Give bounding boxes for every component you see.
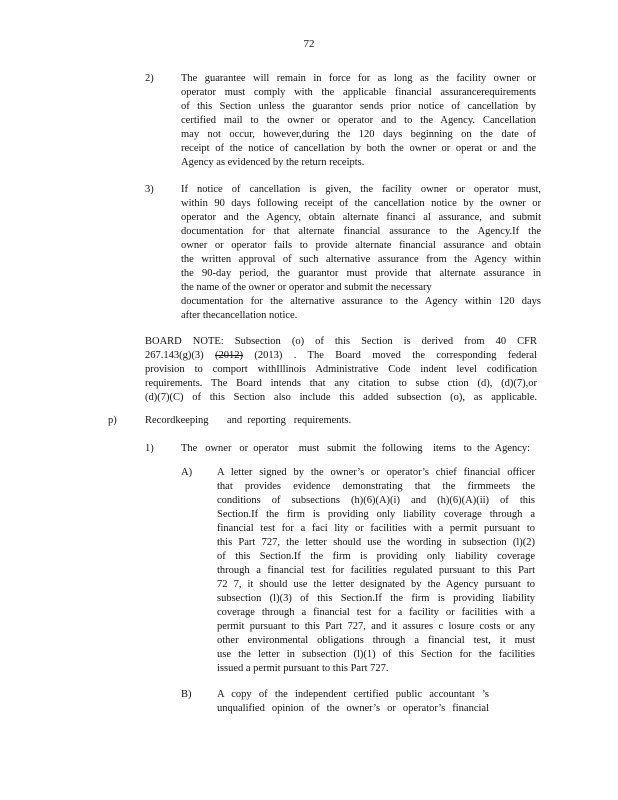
item-p1-text: The owner or operator must submit the following items to the Agency: — [181, 443, 531, 454]
board-note-line: (d)(7)(C) of this Section also include this added subsection (o), as applicable. — [145, 392, 537, 403]
item-a-line: use the letter in subsection (l)(1) of this Section for the facilities — [217, 649, 535, 660]
item-3-line: the written approval of such alternative assurance from the Agency within — [181, 254, 541, 265]
board-note-line — [145, 349, 537, 363]
item-3-line: within 90 days following receipt of the cancellation notice by the owner or — [181, 198, 541, 209]
item-2-line: of this Section unless the guarantor sends prior notice of cancellation by — [181, 101, 536, 112]
board-note-line: provision to comport withIllinois Administrative Code indent level codification — [145, 364, 537, 375]
item-number-p: p) — [108, 415, 117, 426]
item-a-line: issued a permit pursuant to this Part 727. — [217, 663, 389, 674]
item-3-line: the 90-day period, the guarantor must provide that alternate assurance in — [181, 268, 541, 279]
item-3-line: documentation for that alternate financial assurance to the Agency.If the — [181, 226, 541, 237]
item-2-line: Agency as evidenced by the return receipts. — [181, 157, 365, 168]
struck-year: (2012) — [214, 350, 243, 361]
item-a-text — [217, 466, 535, 676]
item-a-line: other environmental obligations through a financial test, it must — [217, 635, 535, 646]
item-a-line: 72 7, it should use the letter designated by the Agency pursuant to — [217, 579, 535, 590]
board-note — [145, 335, 537, 405]
item-3-line: the name of the owner or operator and submit the necessary — [181, 282, 432, 293]
item-number-a: A) — [181, 467, 193, 478]
item-2-text — [181, 72, 536, 170]
item-3-line: operator and the Agency, obtain alternate financi al assurance, and submit — [181, 212, 541, 223]
item-a-line: of this Section.If the firm is providing only liability coverage — [217, 551, 535, 562]
item-a-line: coverage through a financial test for a facility or facilities with a — [217, 607, 535, 618]
board-note-line: requirements. The Board intends that any citation to subse ction (d), (d)(7),or — [145, 378, 537, 389]
item-3-line: after thecancellation notice. — [181, 310, 298, 321]
item-a-line: A letter signed by the owner’s or operator’s chief financial officer — [217, 467, 535, 478]
item-b-line: unqualified opinion of the owner’s or operator’s financial — [217, 703, 489, 714]
item-b-line: A copy of the independent certified public accountant ’s — [217, 689, 489, 700]
paragraph-item-2 — [145, 72, 540, 172]
item-a-line: this Part 727, the letter should use the wording in subsection (l)(2) — [217, 537, 535, 548]
item-2-line: receipt of the notice of cancellation by both the owner or operat or and the — [181, 143, 536, 154]
item-2-line: operator must comply with the applicable financial assurancerequirements — [181, 87, 536, 98]
item-a-line: subsection (l)(3) of this Section.If the firm is providing liability — [217, 593, 535, 604]
item-a-line: through a financial test for facilities regulated pursuant to this Part — [217, 565, 535, 576]
item-3-line: If notice of cancellation is given, the facility owner or operator must, — [181, 184, 541, 195]
item-number-1: 1) — [145, 443, 154, 454]
item-a-line: Section.If the firm is providing only liability coverage through a — [217, 509, 535, 520]
item-2-line: may not occur, however,during the 120 days beginning on the date of — [181, 129, 536, 140]
item-2-line: certified mail to the owner or operator and to the Agency. Cancellation — [181, 115, 536, 126]
item-3-line: documentation for the alternative assurance to the Agency within 120 days — [181, 296, 541, 307]
section-p-heading: Recordkeeping and reporting requirements. — [145, 415, 352, 426]
item-2-line: The guarantee will remain in force for as long as the facility owner or — [181, 73, 536, 84]
item-a-line: conditions of subsections (h)(6)(A)(i) and (h)(6)(A)(ii) of this — [217, 495, 535, 506]
item-number-2: 2) — [145, 73, 154, 84]
item-a-line: that provides evidence demonstrating that the firmmeets the — [217, 481, 535, 492]
paragraph-item-3 — [145, 183, 545, 325]
page-number: 72 — [303, 38, 315, 50]
board-note-line: BOARD NOTE: Subsection (o) of this Section is derived from 40 CFR — [145, 336, 537, 347]
item-3-text — [181, 183, 541, 323]
board-note-citation-rest: (2013) . The Board moved the corresponding federal — [242, 350, 537, 361]
item-b-text — [217, 688, 489, 716]
item-a-line: financial test for a faci lity or facilities with a permit pursuant to — [217, 523, 535, 534]
item-number-3: 3) — [145, 184, 154, 195]
item-3-line: owner or operator fails to provide alternate financial assurance and obtain — [181, 240, 541, 251]
item-number-b: B) — [181, 689, 192, 700]
item-a-line: permit pursuant to this Part 727, and it assures c losure costs or any — [217, 621, 535, 632]
board-note-citation: 267.143(g)(3) — [145, 350, 215, 361]
